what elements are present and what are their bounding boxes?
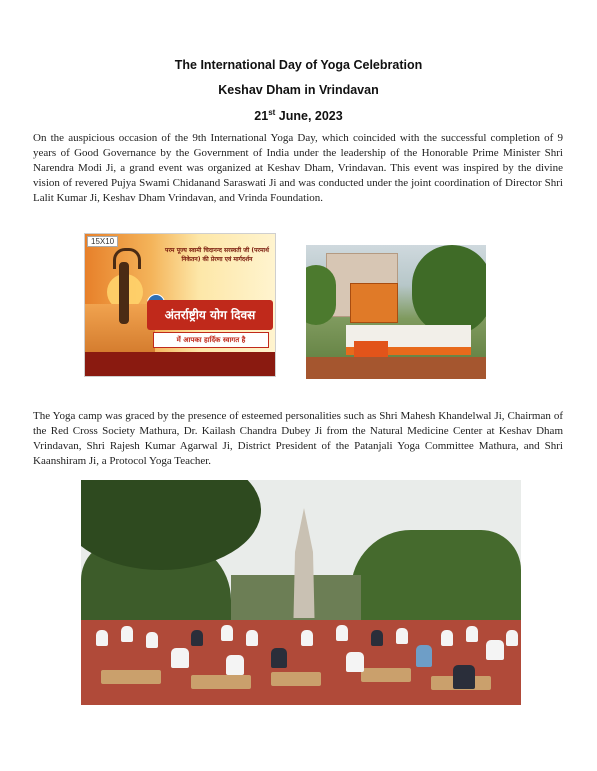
document-date (0, 108, 597, 123)
participant (416, 645, 432, 667)
participant (466, 626, 478, 642)
poster-footer-band (85, 352, 275, 376)
stage-banner-graphic (350, 283, 398, 323)
stage-photo (306, 245, 486, 379)
guests-paragraph: The Yoga camp was graced by the presence of esteemed personalities such as Shri Mahesh Khandelwal Ji, Chairman of the Red Cross Society Mathura, Dr. Kailash Chandra Dubey Ji from the Natural Medicine Center at Keshav Dham Vrindavan, Shri Rajesh Kumar Agarwal Ji, District President of the Patanjali Yoga Committee Mathura, and Shri Kaanshiram Ji, a Protocol Yoga Teacher. (33, 410, 563, 467)
date-suffix: st (268, 108, 276, 117)
participant (453, 665, 475, 689)
yoga-mat (191, 675, 251, 689)
participant (121, 626, 133, 642)
participant (171, 648, 189, 668)
poster-sub-heading: में आपका हार्दिक स्वागत है (153, 332, 269, 348)
tree-canopy-graphic (81, 480, 261, 570)
participant (371, 630, 383, 646)
yoga-mat (101, 670, 161, 684)
poster-size-tag: 15X10 (87, 236, 118, 247)
participant (441, 630, 453, 646)
document-subtitle: Keshav Dham in Vrindavan (218, 83, 379, 97)
participant (221, 625, 233, 641)
poster-main-heading: अंतर्राष्ट्रीय योग दिवस (147, 300, 273, 330)
tree-graphic (306, 265, 336, 325)
participant (191, 630, 203, 646)
date-day: 21 (254, 109, 269, 124)
intro-paragraph: On the auspicious occasion of the 9th International Yoga Day, which coincided with the successful completion of 9 years of Good Governance by the Government of India under the leadership of the Honorable Prime Minister Shri Narendra Modi Ji, a grand event was organized at Keshav Dham, Vrindavan. This event was inspired by the divine vision of revered Pujya Swami Chidanand Saraswati Ji and was conducted under the joint coordination of Director Shri Lalit Kumar Ji, Keshav Dham Vrindavan, and Vrinda Foundation. (33, 132, 563, 204)
participant (246, 630, 258, 646)
participant (396, 628, 408, 644)
tree-graphic (412, 245, 486, 335)
yoga-camp-photo (81, 480, 521, 705)
ground-graphic (306, 357, 486, 379)
participant (146, 632, 158, 648)
participant (96, 630, 108, 646)
yogi-silhouette (119, 262, 129, 324)
participant (271, 648, 287, 668)
document-title: The International Day of Yoga Celebration (174, 58, 423, 72)
participant (226, 655, 244, 675)
yoga-mat (271, 672, 321, 686)
participant (346, 652, 364, 672)
yoga-mat (361, 668, 411, 682)
participant (336, 625, 348, 641)
event-poster-image (84, 233, 276, 377)
participant (506, 630, 518, 646)
poster-top-text: परम पूज्य स्वामी चिदानन्द सरस्वती जी (परमार्थ निकेतन) की प्रेरणा एवं मार्गदर्शन (165, 247, 269, 263)
date-rest: June, 2023 (275, 109, 343, 124)
participant (301, 630, 313, 646)
tree-line-graphic (351, 530, 521, 630)
participant (486, 640, 504, 660)
